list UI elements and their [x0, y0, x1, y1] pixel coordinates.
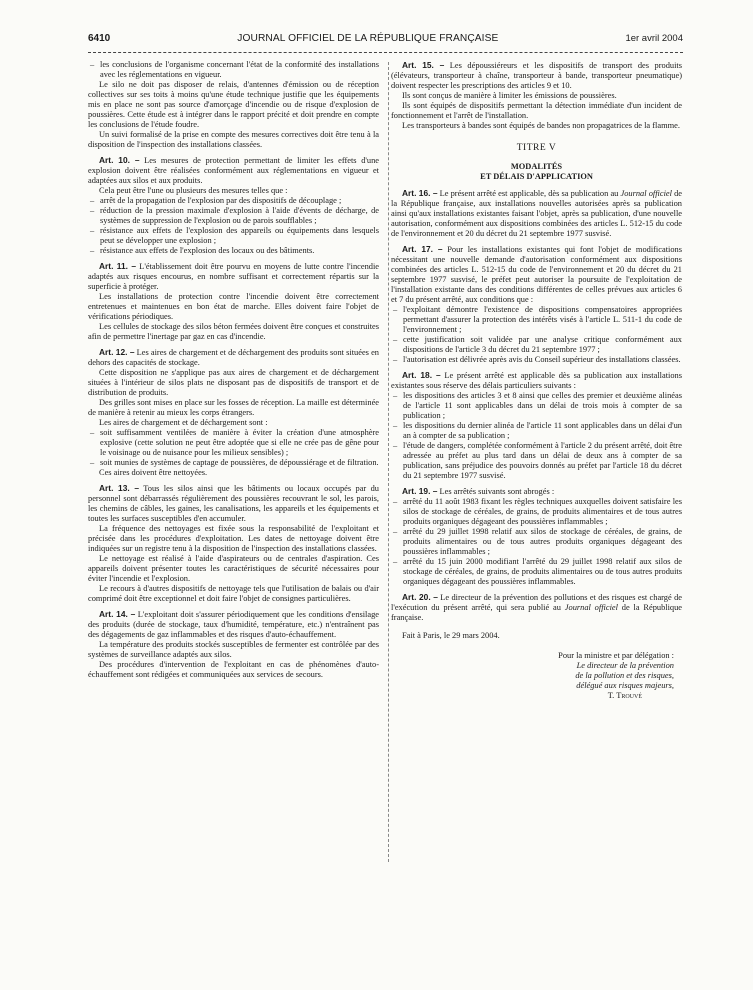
article-label: Art. 13. –	[99, 483, 139, 493]
list-item: – arrêté du 15 juin 2000 modifiant l'arrêté du 29 juillet 1998 relatif aux silos de stockage de céréales, de grains, de produits alimentaires ou de tous autres produits organiques dégageant des poussières inflammables.	[391, 557, 682, 587]
article-15	[391, 60, 682, 91]
list-item: – l'étude de dangers, complétée conformément à l'article 2 du présent arrêté, doit être adressée au préfet au plus tard dans un délai de deux ans à compter de sa publication, sans préjudice des pouvoirs donnés au préfet par l'article 18 du décret du 21 septembre 1977 susvisé.	[391, 441, 682, 481]
column-divider	[388, 62, 389, 862]
paragraph: Les transporteurs à bandes sont équipés de bandes non propagatrices de la flamme.	[402, 121, 680, 130]
paragraph: Le recours à d'autres dispositifs de nettoyage tels que l'utilisation de balais ou d'air comprimé doit être exceptionnel et doit faire l'objet de consignes particulières.	[88, 584, 379, 603]
paragraph: Ils sont équipés de dispositifs permettant la détection immédiate d'un incident de fonctionnement et l'arrêt de l'installation.	[391, 101, 682, 120]
section-subtitle-line-2: ET DÉLAIS D'APPLICATION	[480, 172, 593, 182]
list-item: – arrêté du 29 juillet 1998 relatif aux silos de stockage de céréales, de grains, de produits alimentaires ou de tous autres produits organiques dégageant des poussières inflammables ;	[391, 527, 682, 557]
article-16	[391, 188, 682, 239]
paragraph: Les aires de chargement et de déchargement sont :	[99, 418, 268, 427]
article-20	[391, 592, 682, 623]
article-text: Les dépoussiéreurs et les dispositifs de transport des produits (élévateurs, transporteur à chaîne, transporteur à bande, transporteur pneumatique) doivent respecter les prescriptions des articles 9 et 10.	[391, 61, 682, 90]
article-text: de la République française.	[391, 603, 683, 623]
article-text: Pour les installations existantes qui font l'objet de modifications nécessitant une nouvelle demande d'autorisation conformément aux dispositions combinées des articles L. 512-15 du code de l'environnement et 20 du décret du 21 septembre 1977 susvisé, le préfet peut autoriser la poursuite de l'exploitation de l'installation existante dans des conditions différentes de celles prévues aux articles 6 et 7 du présent arrêté, aux conditions que :	[391, 245, 682, 305]
article-19	[391, 486, 682, 497]
article-10	[88, 155, 379, 186]
page-number: 6410	[88, 33, 111, 44]
article-text: Le directeur de la prévention des pollutions et des risques est chargé de l'exécution du présent arrêté, qui sera publié au	[391, 593, 682, 613]
article-label: Art. 15. –	[402, 60, 445, 70]
article-11	[88, 261, 379, 292]
place-and-date: Fait à Paris, le 29 mars 2004.	[402, 631, 500, 641]
paragraph: Un suivi formalisé de la prise en compte des mesures correctives doit être tenu à la disposition de l'inspection des installations classées.	[88, 130, 379, 149]
article-text: Les aires de chargement et de déchargement des produits sont situées en dehors des capacités de stockage.	[88, 348, 379, 367]
journal-title: JOURNAL OFFICIEL DE LA RÉPUBLIQUE FRANÇAISE	[237, 33, 499, 44]
article-text: Le présent arrêté est applicable, dès sa publication au	[437, 189, 621, 199]
article-18	[391, 370, 682, 391]
article-14	[88, 609, 379, 640]
section-title: TITRE V	[516, 143, 557, 153]
list-item: – soit munies de systèmes de captage de poussières, de dépoussiérage et de filtration.	[88, 458, 379, 468]
list-item: – résistance aux effets de l'explosion des appareils ou équipements dans lesquels peut se développer une explosion ;	[88, 226, 379, 246]
article-label: Art. 20. –	[402, 592, 438, 603]
header-rule	[88, 52, 683, 53]
article-label: Art. 14. –	[99, 609, 136, 619]
list-item: – l'exploitant démontre l'existence de dispositions compensatoires appropriées permettant d'assurer la protection des intérêts visés à l'article L. 511-1 du code de l'environnement ;	[391, 305, 682, 335]
section-subtitle: MODALITÉS	[510, 162, 563, 172]
list-item: – résistance aux effets de l'explosion des locaux ou des bâtiments.	[88, 246, 379, 256]
paragraph: La fréquence des nettoyages est fixée sous la responsabilité de l'exploitant et précisée dans les procédures d'exploitation. Les dates de nettoyage doivent être indiquées sur un registre tenu à la disposition de l'inspection des installations classées.	[88, 524, 379, 553]
article-text: Les arrêtés suivants sont abrogés :	[437, 487, 555, 497]
signature-delegation: Pour la ministre et par délégation :	[558, 651, 674, 661]
list-item: – réduction de la pression maximale d'explosion à l'aide d'évents de décharge, de systèmes de suppression de l'explosion ou de parois soufflables ;	[88, 206, 379, 226]
list-item: – les dispositions des articles 3 et 8 ainsi que celles des premier et deuxième alinéas de l'article 11 sont applicables dans un délai de trois mois à compter de sa publication ;	[391, 391, 682, 421]
list-item: – arrêté du 11 août 1983 fixant les règles techniques auxquelles doivent satisfaire les silos de stockage de céréales, de grains, de produits alimentaires et de tous autres produits organiques dégageant des poussières inflammables ;	[391, 497, 682, 527]
paragraph: Les cellules de stockage des silos béton fermées doivent être conçues et construites afin de permettre l'inertage par gaz en cas d'incendie.	[88, 322, 379, 341]
list-item: – cette justification soit validée par une analyse critique conformément aux dispositions de l'article 3 du décret du 21 septembre 1977 ;	[391, 335, 682, 355]
paragraph: Des grilles sont mises en place sur les fosses de réception. La maille est déterminée de manière à retenir au mieux les corps étrangers.	[88, 398, 379, 417]
article-label: Art. 17. –	[402, 244, 443, 255]
paragraph: Ces aires doivent être nettoyées.	[99, 468, 208, 477]
paragraph: Le silo ne doit pas disposer de relais, d'antennes d'émission ou de réception collectives sur ses toits à moins qu'une étude technique justifie que les équipements mis en place ne sont pas source d'amorçage d'incendie ou de risque d'explosion de poussières. Cette étude est à intégrer dans le rapport précité et doit prendre en compte les conclusions de l'étude foudre.	[88, 80, 379, 129]
article-text: de la République française, aux installations nouvelles autorisées après sa publication ainsi qu'aux installations existantes faisant l'objet, après sa publication, d'une nouvelle autorisation, conformément aux dispositions combinées des articles L. 512-15 du code de l'environnement et 20 du décret du 21 septembre 1977 susvisé.	[391, 189, 682, 239]
article-12	[88, 347, 379, 368]
article-label: Art. 12. –	[99, 347, 135, 357]
article-label: Art. 18. –	[402, 370, 441, 381]
list-item: – soit suffisamment ventilées de manière à éviter la création d'une atmosphère explosive (cette solution ne peut être adoptée que si elle ne crée pas de gêne pour le voisinage ou de nuisance pour les milieux sensibles) ;	[88, 428, 379, 458]
left-column	[88, 60, 379, 680]
paragraph: La température des produits stockés susceptibles de fermenter est contrôlée par des systèmes de surveillance adaptés aux silos.	[88, 640, 379, 659]
article-13	[88, 483, 379, 524]
list-item: – les dispositions du dernier alinéa de l'article 11 sont applicables dans un délai d'un an à compter de sa publication ;	[391, 421, 682, 441]
paragraph: Les installations de protection contre l'incendie doivent être correctement entretenues et maintenues en bon état de marche. Elles doivent faire l'objet de vérifications périodiques.	[88, 292, 379, 321]
journal-reference: Journal officiel	[564, 603, 618, 613]
article-label: Art. 11. –	[99, 261, 137, 271]
article-label: Art. 10. –	[99, 155, 140, 165]
issue-date: 1er avril 2004	[625, 33, 683, 44]
paragraph: Cela peut être l'une ou plusieurs des mesures telles que :	[99, 186, 288, 195]
list-item: – les conclusions de l'organisme concernant l'état de la conformité des installations avec les réglementations en vigueur.	[88, 60, 379, 80]
article-17	[391, 244, 682, 305]
signatory-name: T. Trouvé	[607, 691, 642, 701]
article-text: Tous les silos ainsi que les bâtiments ou locaux occupés par du personnel sont débarrassés régulièrement des poussières recouvrant le sol, les parois, les chemins de câbles, les gaines, les canalisations, les appareils et les équipements et toutes les surfaces susceptibles d'en accumuler.	[88, 484, 379, 523]
article-text: L'établissement doit être pourvu en moyens de lutte contre l'incendie adaptés aux risques encourus, en nombre suffisant et correctement répartis sur la superficie à protéger.	[88, 262, 379, 291]
signatory-title: de la pollution et des risques,	[575, 671, 674, 681]
signatory-title: Le directeur de la prévention	[576, 661, 674, 671]
list-item: – l'autorisation est délivrée après avis du Conseil supérieur des installations classées.	[391, 355, 682, 365]
article-label: Art. 16. –	[402, 188, 438, 199]
article-text: L'exploitant doit s'assurer périodiquement que les conditions d'ensilage des produits (durée de stockage, taux d'humidité, température, etc.) n'entraînent pas des dégagements de gaz inflammables et des risques d'auto-échauffement.	[88, 610, 379, 639]
signatory-title: délégué aux risques majeurs,	[576, 681, 674, 691]
article-text: Les mesures de protection permettant de limiter les effets d'une explosion doivent être réalisées conformément aux réglementations en vigueur et adaptées aux silos et aux produits.	[88, 156, 379, 185]
paragraph: Le nettoyage est réalisé à l'aide d'aspirateurs ou de centrales d'aspiration. Ces appareils doivent présenter toutes les caractéristiques de sécurité nécessaires pour éviter l'incendie et l'explosion.	[88, 554, 379, 583]
page-header	[88, 33, 683, 49]
list-item: – arrêt de la propagation de l'explosion par des dispositifs de découplage ;	[88, 196, 379, 206]
right-column	[391, 60, 682, 701]
paragraph: Cette disposition ne s'applique pas aux aires de chargement et de déchargement situées à l'intérieur de silos plats ne disposant pas de dispositifs de transport et de distribution de produits.	[88, 368, 379, 397]
paragraph: Ils sont conçus de manière à limiter les émissions de poussières.	[402, 91, 617, 100]
paragraph: Des procédures d'intervention de l'exploitant en cas de phénomènes d'auto-échauffement sont rédigées et communiquées aux services de secours.	[88, 660, 379, 679]
journal-reference: Journal officiel	[620, 189, 672, 199]
article-label: Art. 19. –	[402, 486, 438, 497]
article-text: Le présent arrêté est applicable dès sa publication aux installations existantes sous réserve des délais particuliers suivants :	[391, 371, 682, 391]
